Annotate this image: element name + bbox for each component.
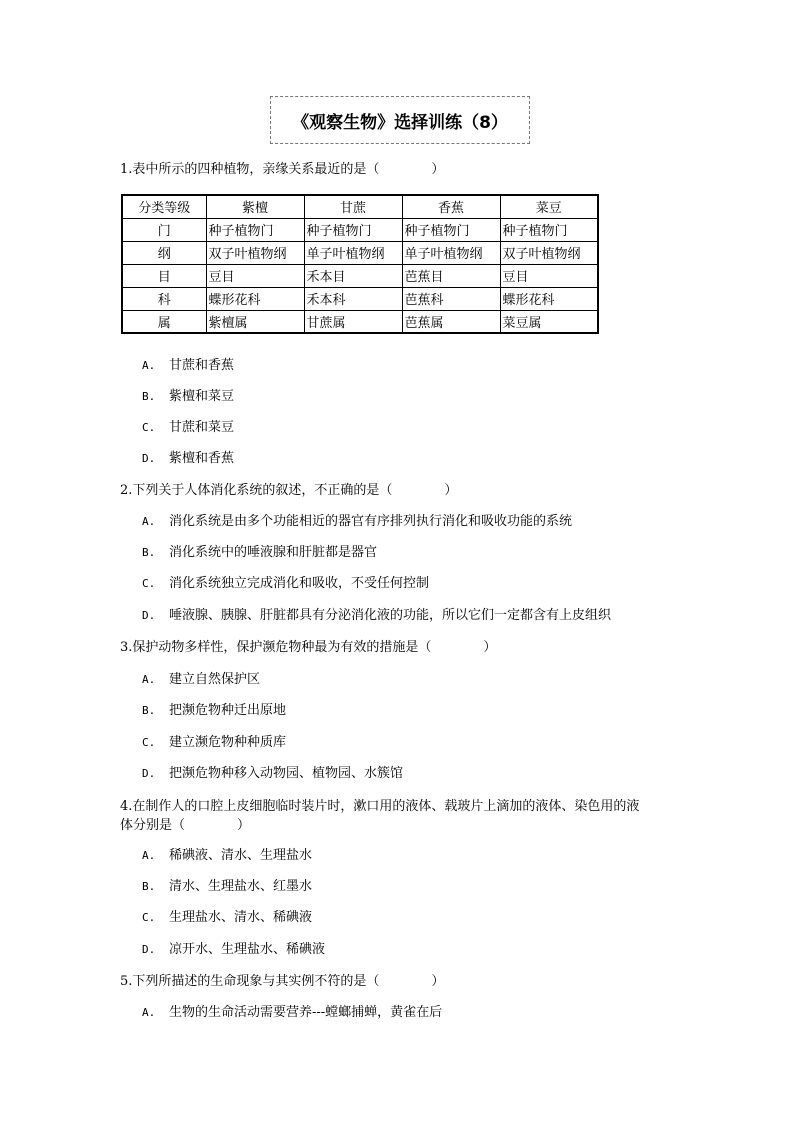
table-cell: 紫檀属 — [206, 310, 304, 333]
question-4-option-d: D. 凉开水、生理盐水、稀碘液 — [142, 942, 326, 957]
taxonomy-table — [121, 194, 599, 334]
table-row — [122, 218, 598, 241]
question-4-option-a: A. 稀碘液、清水、生理盐水 — [142, 848, 313, 863]
table-header-cell: 紫檀 — [206, 195, 304, 218]
page-title — [270, 96, 530, 144]
table-cell: 芭蕉目 — [402, 264, 500, 287]
question-2-option-b: B. 消化系统中的唾液腺和肝脏都是器官 — [142, 545, 378, 560]
table-cell: 甘蔗属 — [304, 310, 402, 333]
table-cell: 种子植物门 — [206, 218, 304, 241]
table-cell: 种子植物门 — [500, 218, 598, 241]
table-header-cell: 香蕉 — [402, 195, 500, 218]
table-cell: 种子植物门 — [304, 218, 402, 241]
table-cell: 单子叶植物纲 — [304, 241, 402, 264]
question-1-option-c: C. 甘蔗和菜豆 — [142, 420, 235, 435]
question-5-stem: 5.下列所描述的生命现象与其实例不符的是（ ） — [120, 974, 445, 989]
question-4-stem-line2: 体分别是（ ） — [120, 818, 251, 833]
question-1-option-d: D. 紫檀和香蕉 — [142, 451, 235, 466]
table-cell: 蝶形花科 — [206, 287, 304, 310]
question-2-option-a: A. 消化系统是由多个功能相近的器官有序排列执行消化和吸收功能的系统 — [142, 514, 573, 529]
table-cell: 菜豆属 — [500, 310, 598, 333]
table-cell: 科 — [122, 287, 206, 310]
table-row — [122, 287, 598, 310]
table-cell: 属 — [122, 310, 206, 333]
table-row — [122, 264, 598, 287]
table-cell: 禾本目 — [304, 264, 402, 287]
question-3-option-a: A. 建立自然保护区 — [142, 672, 261, 687]
question-4-option-b: B. 清水、生理盐水、红墨水 — [142, 879, 313, 894]
table-row — [122, 310, 598, 333]
question-2-option-c: C. 消化系统独立完成消化和吸收，不受任何控制 — [142, 576, 430, 591]
question-3-stem: 3.保护动物多样性，保护濒危物种最为有效的措施是（ ） — [120, 640, 497, 655]
question-4-option-c: C. 生理盐水、清水、稀碘液 — [142, 910, 313, 925]
table-cell: 双子叶植物纲 — [206, 241, 304, 264]
table-cell: 目 — [122, 264, 206, 287]
table-cell: 禾本科 — [304, 287, 402, 310]
page-title-text: 《观察生物》选择训练（8） — [292, 112, 508, 133]
table-cell: 单子叶植物纲 — [402, 241, 500, 264]
question-3-option-d: D. 把濒危物种移入动物园、植物园、水簇馆 — [142, 766, 404, 781]
question-3-option-b: B. 把濒危物种迁出原地 — [142, 703, 287, 718]
question-2-stem: 2.下列关于人体消化系统的叙述，不正确的是（ ） — [120, 483, 458, 498]
table-cell: 豆目 — [500, 264, 598, 287]
question-2-option-d: D. 唾液腺、胰腺、肝脏都具有分泌消化液的功能，所以它们一定都含有上皮组织 — [142, 608, 612, 623]
table-cell: 芭蕉属 — [402, 310, 500, 333]
table-header-row — [122, 195, 598, 218]
table-cell: 门 — [122, 218, 206, 241]
table-cell: 豆目 — [206, 264, 304, 287]
question-4-stem-line1: 4.在制作人的口腔上皮细胞临时装片时，漱口用的液体、载玻片上滴加的液体、染色用的液 — [120, 799, 640, 814]
table-cell: 种子植物门 — [402, 218, 500, 241]
table-cell: 蝶形花科 — [500, 287, 598, 310]
table-cell: 纲 — [122, 241, 206, 264]
table-header-cell: 分类等级 — [122, 195, 206, 218]
question-1-option-b: B. 紫檀和菜豆 — [142, 389, 235, 404]
table-header-cell: 甘蔗 — [304, 195, 402, 218]
question-1-stem: 1.表中所示的四种植物，亲缘关系最近的是（ ） — [120, 162, 445, 177]
table-header-cell: 菜豆 — [500, 195, 598, 218]
question-5-option-a: A. 生物的生命活动需要营养---螳螂捕蝉，黄雀在后 — [142, 1005, 443, 1020]
table-cell: 芭蕉科 — [402, 287, 500, 310]
table-cell: 双子叶植物纲 — [500, 241, 598, 264]
table-row — [122, 241, 598, 264]
question-3-option-c: C. 建立濒危物种种质库 — [142, 735, 287, 750]
question-1-option-a: A. 甘蔗和香蕉 — [142, 358, 235, 373]
